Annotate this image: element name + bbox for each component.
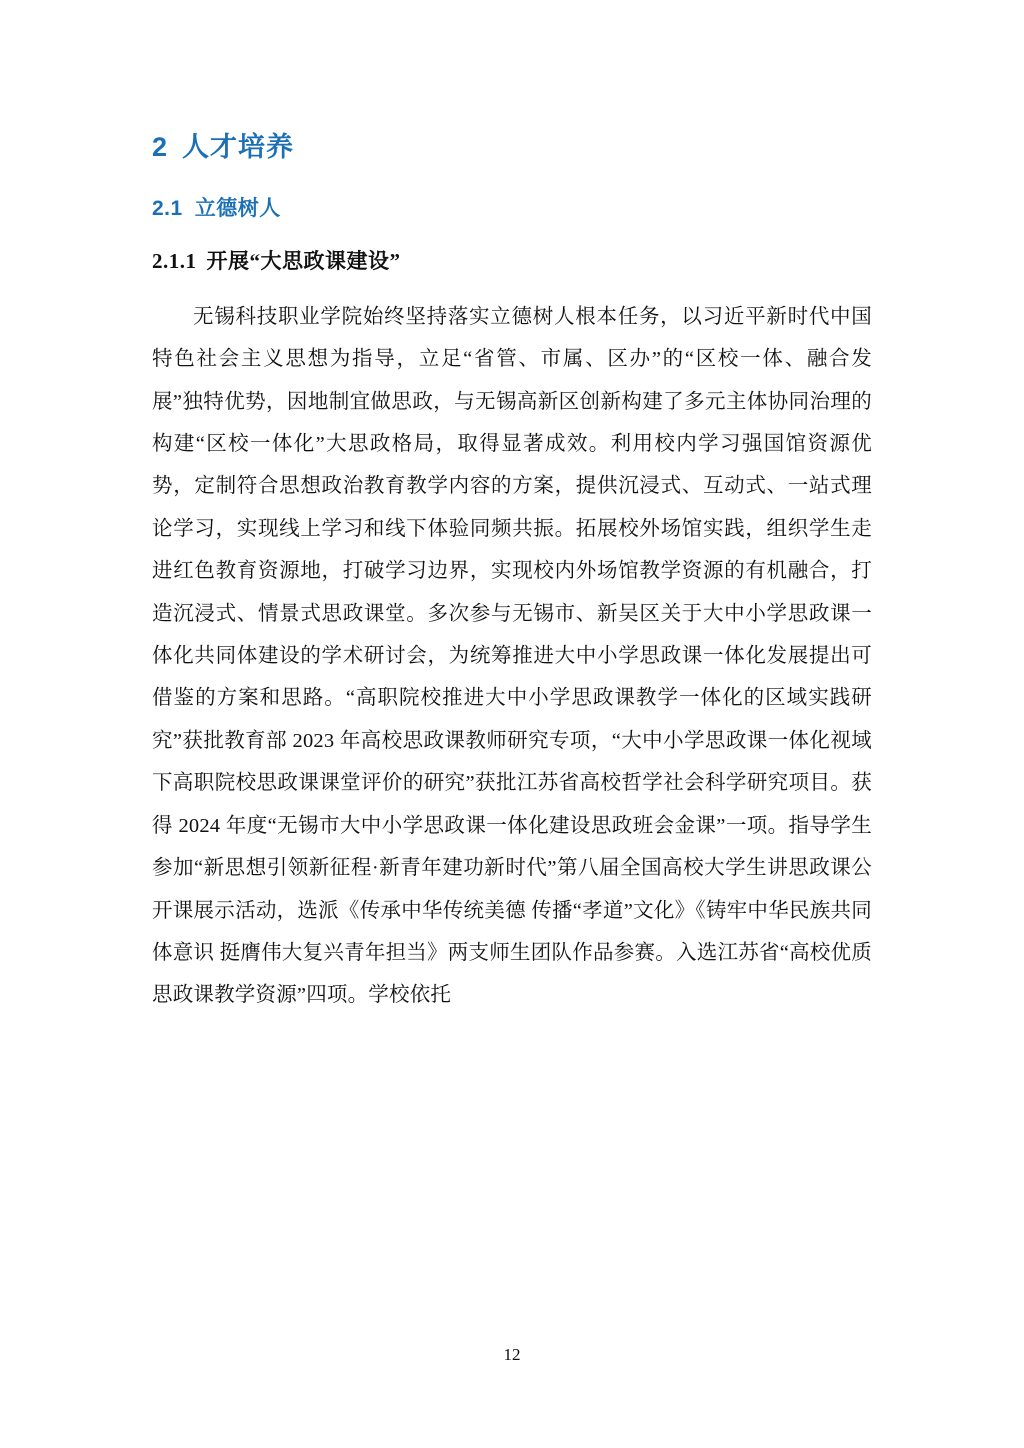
page-content — [152, 130, 872, 1017]
section-number-level-3: 2.1.1 — [152, 249, 197, 274]
page-number: 12 — [503, 1345, 521, 1364]
section-heading-level-1 — [152, 130, 872, 165]
section-heading-level-2 — [152, 195, 872, 222]
section-number-level-1: 2 — [152, 132, 169, 162]
section-number-level-2: 2.1 — [152, 197, 183, 221]
section-title-level-3: 开展“大思政课建设” — [206, 249, 401, 274]
body-paragraph: 无锡科技职业学院始终坚持落实立德树人根本任务，以习近平新时代中国特色社会主义思想为指导，立足“省管、市属、区办”的“区校一体、融合发展”独特优势，因地制宜做思政，与无锡高新区创新构建了多元主体协同治理的构建“区校一体化”大思政格局，取得显著成效。利用校内学习强国馆资源优势，定制符合思想政治教育教学内容的方案，提供沉浸式、互动式、一站式理论学习，实现线上学习和线下体验同频共振。拓展校外场馆实践，组织学生走进红色教育资源地，打破学习边界，实现校内外场馆教学资源的有机融合，打造沉浸式、情景式思政课堂。多次参与无锡市、新吴区关于大中小学思政课一体化共同体建设的学术研讨会，为统筹推进大中小学思政课一体化发展提出可借鉴的方案和思路。“高职院校推进大中小学思政课教学一体化的区域实践研究”获批教育部 2023 年高校思政课教师研究专项，“大中小学思政课一体化视域下高职院校思政课课堂评价的研究”获批江苏省高校哲学社会科学研究项目。获得 2024 年度“无锡市大中小学思政课一体化建设思政班会金课”一项。指导学生参加“新思想引领新征程·新青年建功新时代”第八届全国高校大学生讲思政课公开课展示活动，选派《传承中华传统美德 传播“孝道”文化》《铸牢中华民族共同体意识 挺膺伟大复兴青年担当》两支师生团队作品参赛。入选江苏省“高校优质思政课教学资源”四项。学校依托 — [152, 305, 872, 1007]
section-heading-level-3 — [152, 248, 872, 275]
section-title-level-2: 立德树人 — [194, 197, 281, 221]
section-title-level-1: 人才培养 — [182, 132, 295, 162]
